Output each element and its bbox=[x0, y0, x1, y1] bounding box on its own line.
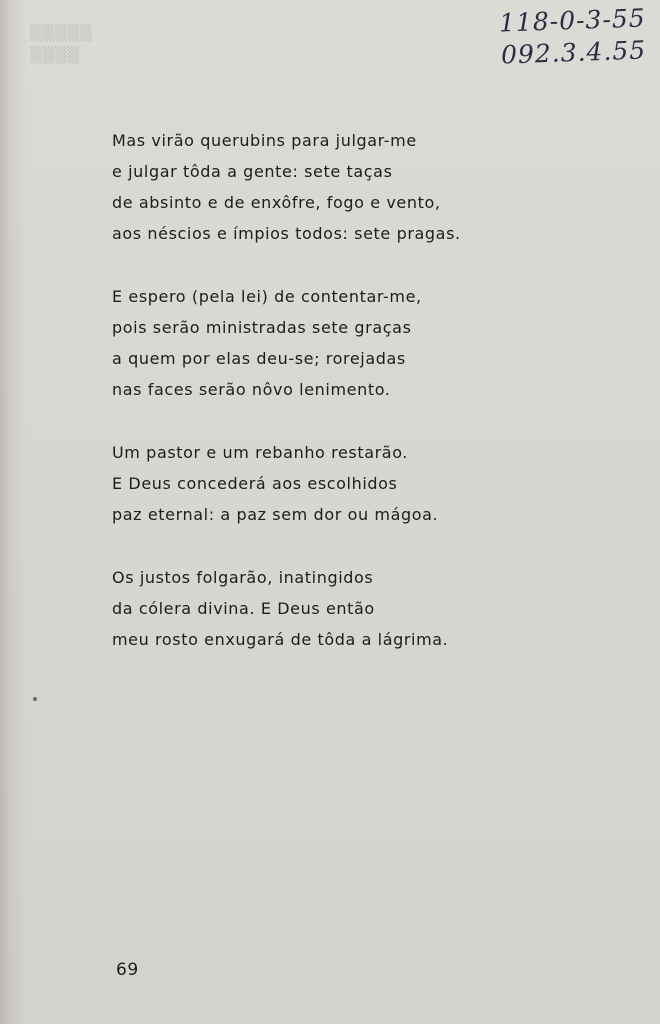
faint-stamp-mark: ▒▒▒▒▒ ▒▒▒▒ bbox=[30, 24, 93, 64]
handwritten-catalog-number-1: 118-0-3-55 bbox=[498, 3, 647, 38]
poem-line: Um pastor e um rebanho restarão. bbox=[112, 443, 408, 462]
stanza-2 bbox=[112, 281, 612, 405]
poem-line: da cólera divina. E Deus então bbox=[112, 599, 375, 618]
page-number: 69 bbox=[116, 960, 139, 980]
stanza-4 bbox=[112, 562, 612, 655]
poem-line: a quem por elas deu-se; rorejadas bbox=[112, 349, 406, 368]
poem-line: Mas virão querubins para julgar-me bbox=[112, 131, 417, 150]
poem-line: pois serão ministradas sete graças bbox=[112, 318, 412, 337]
poem-line: paz eternal: a paz sem dor ou mágoa. bbox=[112, 505, 439, 524]
stanza-3 bbox=[112, 437, 612, 530]
ink-speck bbox=[33, 697, 37, 701]
poem-line: nas faces serão nôvo lenimento. bbox=[112, 380, 391, 399]
poem-line: meu rosto enxugará de tôda a lágrima. bbox=[112, 630, 449, 649]
poem-line: Os justos folgarão, inatingidos bbox=[112, 568, 374, 587]
stanza-1 bbox=[112, 125, 612, 249]
poem-line: aos néscios e ímpios todos: sete pragas. bbox=[112, 224, 461, 243]
poem bbox=[112, 125, 612, 687]
poem-line: e julgar tôda a gente: sete taças bbox=[112, 162, 393, 181]
poem-line: E Deus concederá aos escolhidos bbox=[112, 474, 398, 493]
poem-line: de absinto e de enxôfre, fogo e vento, bbox=[112, 193, 441, 212]
poem-line: E espero (pela lei) de contentar-me, bbox=[112, 287, 422, 306]
handwritten-catalog-number-2: 092.3.4.55 bbox=[500, 35, 647, 70]
